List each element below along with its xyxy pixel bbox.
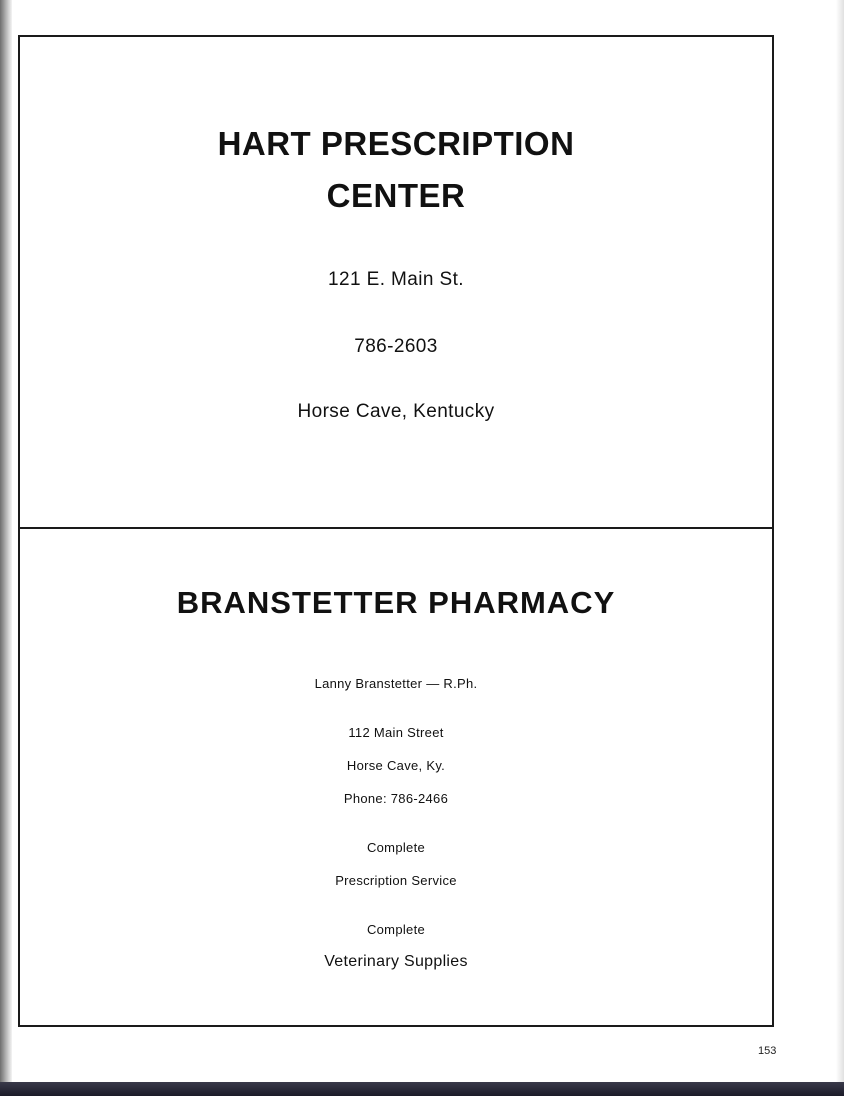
scan-bottom-edge: [0, 1082, 844, 1096]
branstetter-service2-line1: Complete: [366, 922, 426, 937]
branstetter-title: BRANSTETTER PHARMACY: [176, 585, 616, 620]
page-number: 153: [758, 1045, 777, 1057]
branstetter-phone: Phone: 786-2466: [343, 791, 449, 806]
page-binding-shadow: [0, 0, 12, 1096]
page-edge: [836, 0, 844, 1096]
hart-title-line2: CENTER: [326, 177, 466, 214]
branstetter-pharmacy-ad: [18, 527, 774, 1027]
branstetter-pharmacist: Lanny Branstetter — R.Ph.: [314, 676, 478, 691]
branstetter-service1-line2: Prescription Service: [335, 873, 457, 888]
branstetter-city: Horse Cave, Ky.: [346, 758, 446, 773]
branstetter-service1-line1: Complete: [366, 840, 426, 855]
hart-address: 121 E. Main St.: [328, 269, 464, 290]
branstetter-address: 112 Main Street: [348, 725, 444, 740]
hart-prescription-ad: [18, 35, 774, 529]
hart-title-line1: HART PRESCRIPTION: [217, 125, 575, 162]
hart-phone: 786-2603: [354, 336, 438, 357]
hart-city: Horse Cave, Kentucky: [297, 401, 495, 422]
branstetter-service2-line2: Veterinary Supplies: [324, 953, 468, 970]
